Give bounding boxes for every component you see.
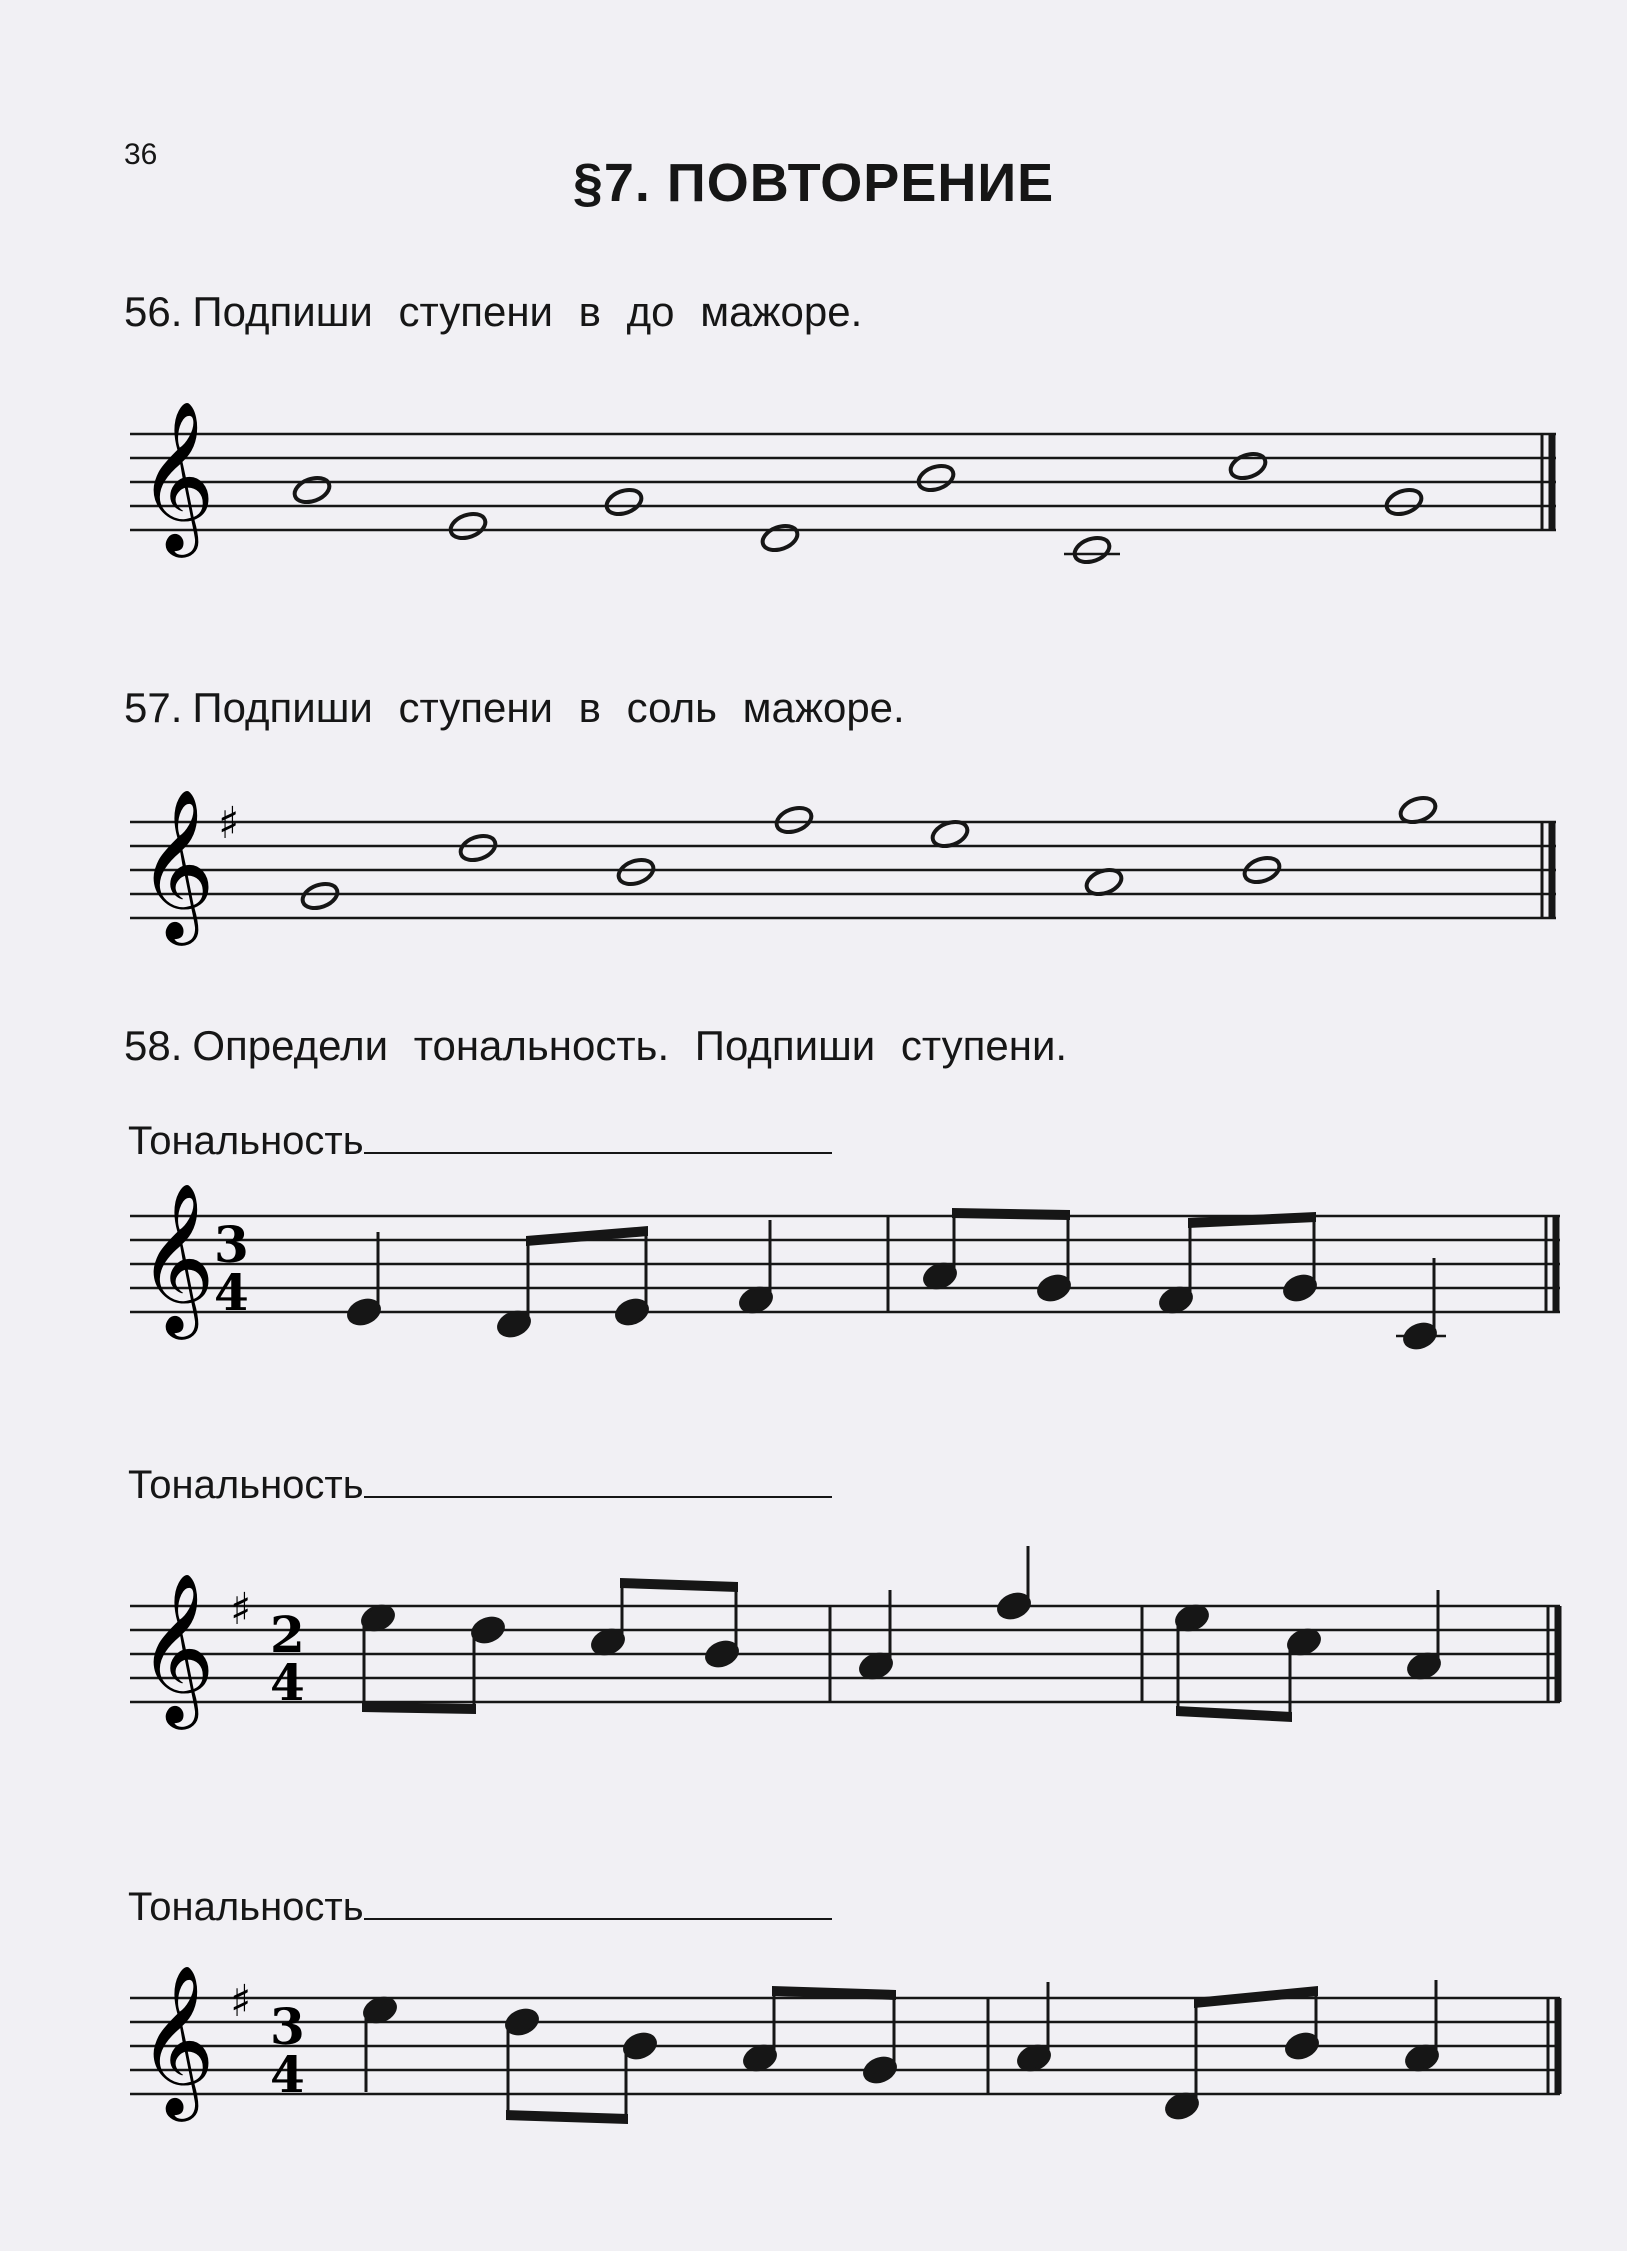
exercise-text: Определи тональность. Подпиши ступени. xyxy=(192,1022,1068,1069)
time-signature: 3 xyxy=(214,1215,249,1274)
time-signature: 4 xyxy=(270,1653,305,1712)
exercise-number: 57. xyxy=(124,684,183,731)
quarter-note xyxy=(1405,1590,1443,1682)
eighth-note-pair xyxy=(921,1208,1073,1304)
time-signature: 2 xyxy=(270,1605,305,1664)
whole-note xyxy=(1071,534,1112,567)
section-title: §7. ПОВТОРЕНИЕ xyxy=(572,153,1055,213)
quarter-note xyxy=(361,1994,399,2092)
key-answer-field[interactable] xyxy=(364,1462,832,1498)
key-answer-line-1 xyxy=(128,1118,832,1164)
treble-clef-icon: 𝄞 xyxy=(138,787,215,939)
sharp-icon: ♯ xyxy=(230,1976,252,2027)
eighth-note-pair xyxy=(1173,1602,1323,1722)
whole-note xyxy=(447,510,488,543)
quarter-note xyxy=(737,1220,775,1316)
sharp-icon: ♯ xyxy=(230,1584,252,1635)
whole-note xyxy=(299,880,340,913)
key-answer-field[interactable] xyxy=(364,1884,832,1920)
quarter-note xyxy=(995,1546,1033,1622)
eighth-note-pair xyxy=(359,1602,507,1714)
eighth-note-pair xyxy=(1163,1986,1321,2122)
exercise-56-prompt xyxy=(124,288,862,336)
quarter-note xyxy=(1403,1980,1441,2074)
whole-note xyxy=(1383,486,1424,519)
quarter-note xyxy=(1396,1258,1446,1352)
whole-note xyxy=(291,474,332,507)
key-answer-line-2 xyxy=(128,1462,832,1508)
key-answer-line-3 xyxy=(128,1884,832,1930)
exercise-58-prompt xyxy=(124,1022,1067,1070)
key-answer-field[interactable] xyxy=(364,1118,832,1154)
page-number: 36 xyxy=(124,138,158,171)
whole-note xyxy=(615,856,656,889)
eighth-note-pair xyxy=(495,1226,651,1340)
time-signature: 3 xyxy=(270,1997,305,2056)
key-label: Тональность xyxy=(128,1463,364,1507)
treble-clef-icon: 𝄞 xyxy=(138,1963,215,2115)
exercise-number: 56. xyxy=(124,288,183,335)
whole-note xyxy=(457,832,498,865)
whole-note xyxy=(773,804,814,837)
exercise-57-prompt xyxy=(124,684,905,732)
key-label: Тональность xyxy=(128,1119,364,1163)
treble-clef-icon: 𝄞 xyxy=(138,1571,215,1723)
whole-note xyxy=(1227,450,1268,483)
eighth-note-pair xyxy=(589,1578,741,1670)
treble-clef-icon: 𝄞 xyxy=(138,399,215,551)
eighth-note-pair xyxy=(503,2006,659,2124)
quarter-note xyxy=(857,1590,895,1682)
whole-note xyxy=(603,486,644,519)
whole-note xyxy=(759,522,800,555)
staff-57 xyxy=(0,776,1627,976)
staff-58b xyxy=(0,1571,1627,1746)
time-signature: 4 xyxy=(214,1263,249,1322)
quarter-note xyxy=(345,1232,383,1328)
staff-58c xyxy=(0,1963,1627,2148)
staff-58a xyxy=(0,1181,1627,1358)
exercise-text: Подпиши ступени в до мажоре. xyxy=(192,288,863,335)
sharp-icon: ♯ xyxy=(218,798,240,849)
quarter-note xyxy=(1015,1982,1053,2074)
key-label: Тональность xyxy=(128,1885,364,1929)
staff-56 xyxy=(0,380,1627,590)
time-signature: 4 xyxy=(270,2045,305,2104)
exercise-number: 58. xyxy=(124,1022,183,1069)
treble-clef-icon: 𝄞 xyxy=(138,1181,215,1333)
whole-note xyxy=(915,462,956,495)
exercise-text: Подпиши ступени в соль мажоре. xyxy=(192,684,905,731)
